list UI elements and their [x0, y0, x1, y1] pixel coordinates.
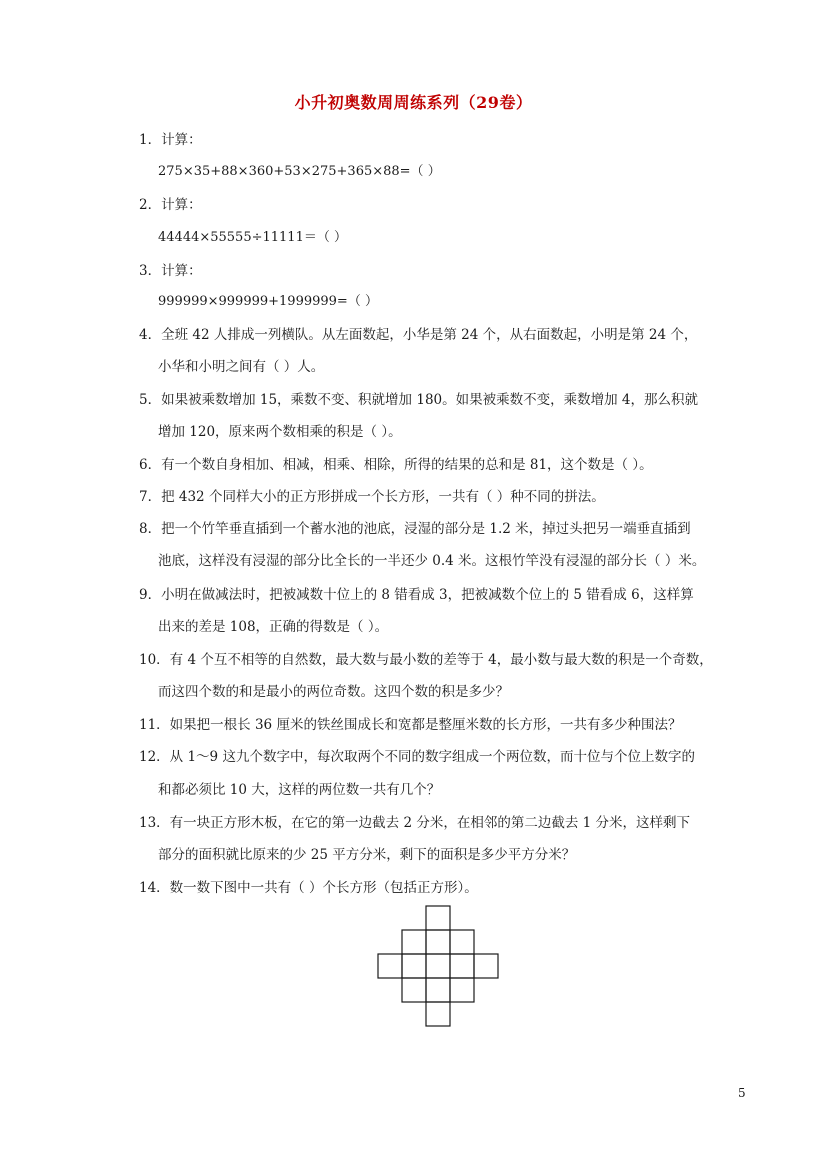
- question-1-expression: 275×35+88×360+53×275+365×88=（ ）: [158, 164, 441, 179]
- question-14: 14．数一数下图中一共有（ ）个长方形（包括正方形）。: [139, 880, 478, 896]
- question-1: 1．计算：: [139, 132, 202, 148]
- question-2: 2．计算：: [139, 197, 202, 213]
- question-10-continued: 而这四个数的和是最小的两位奇数。这四个数的积是多少？: [158, 684, 509, 700]
- page-title: 小升初奥数周周练系列（29卷）: [294, 93, 533, 112]
- question-9: 9．小明在做减法时，把被减数十位上的 8 错看成 3，把被减数个位上的 5 错看成 6，这样算: [139, 587, 694, 603]
- grid-cell: [450, 930, 474, 954]
- question-7: 7．把 432 个同样大小的正方形拼成一个长方形，一共有（ ）种不同的拼法。: [139, 489, 605, 505]
- question-8: 8．把一个竹竿垂直插到一个蓄水池的池底，浸湿的部分是 1.2 米，掉过头把另一端垂直插到: [139, 521, 691, 537]
- grid-cell: [426, 930, 450, 954]
- grid-cell: [402, 930, 426, 954]
- question-3-expression: 999999×999999+1999999=（ ）: [158, 294, 378, 309]
- question-13-continued: 部分的面积就比原来的少 25 平方分米，剩下的面积是多少平方分米？: [158, 847, 576, 863]
- grid-cell: [474, 954, 498, 978]
- grid-cell: [402, 954, 426, 978]
- grid-cell: [426, 1002, 450, 1026]
- grid-cell: [426, 954, 450, 978]
- question-11: 11．如果把一根长 36 厘米的铁丝围成长和宽都是整厘米数的长方形，一共有多少种围法？: [139, 717, 682, 733]
- rectangle-grid-figure: [377, 905, 501, 1029]
- grid-cell: [426, 906, 450, 930]
- grid-cell: [450, 978, 474, 1002]
- grid-cell: [378, 954, 402, 978]
- grid-cell: [450, 954, 474, 978]
- page-number: 5: [738, 1086, 746, 1100]
- question-4-continued: 小华和小明之间有（ ）人。: [158, 359, 325, 375]
- question-2-expression: 44444×55555÷11111＝（ ）: [158, 230, 347, 245]
- question-3: 3．计算：: [139, 263, 202, 279]
- question-5-continued: 增加 120，原来两个数相乘的积是（ ）。: [158, 424, 402, 440]
- question-12: 12．从 1～9 这九个数字中，每次取两个不同的数字组成一个两位数，而十位与个位上数字的: [139, 749, 695, 765]
- question-5: 5．如果被乘数增加 15，乘数不变、积就增加 180。如果被乘数不变，乘数增加 4，那么积就: [139, 392, 698, 408]
- question-4: 4．全班 42 人排成一列横队。从左面数起，小华是第 24 个，从右面数起，小明是第 24 个，: [139, 327, 698, 343]
- question-10: 10．有 4 个互不相等的自然数，最大数与最小数的差等于 4，最小数与最大数的积是一个奇数，: [139, 652, 713, 668]
- question-9-continued: 出来的差是 108，正确的得数是（ ）。: [158, 619, 389, 635]
- grid-cell: [402, 978, 426, 1002]
- question-8-continued: 池底，这样没有浸湿的部分比全长的一半还少 0.4 米。这根竹竿没有浸湿的部分长（ ）米。: [158, 553, 706, 569]
- question-6: 6．有一个数自身相加、相减，相乘、相除，所得的结果的总和是 81，这个数是（ ）。: [139, 457, 653, 473]
- question-13: 13．有一块正方形木板，在它的第一边截去 2 分米，在相邻的第二边截去 1 分米，这样剩下: [139, 815, 691, 831]
- grid-cell: [426, 978, 450, 1002]
- question-12-continued: 和都必须比 10 大，这样的两位数一共有几个？: [158, 782, 441, 798]
